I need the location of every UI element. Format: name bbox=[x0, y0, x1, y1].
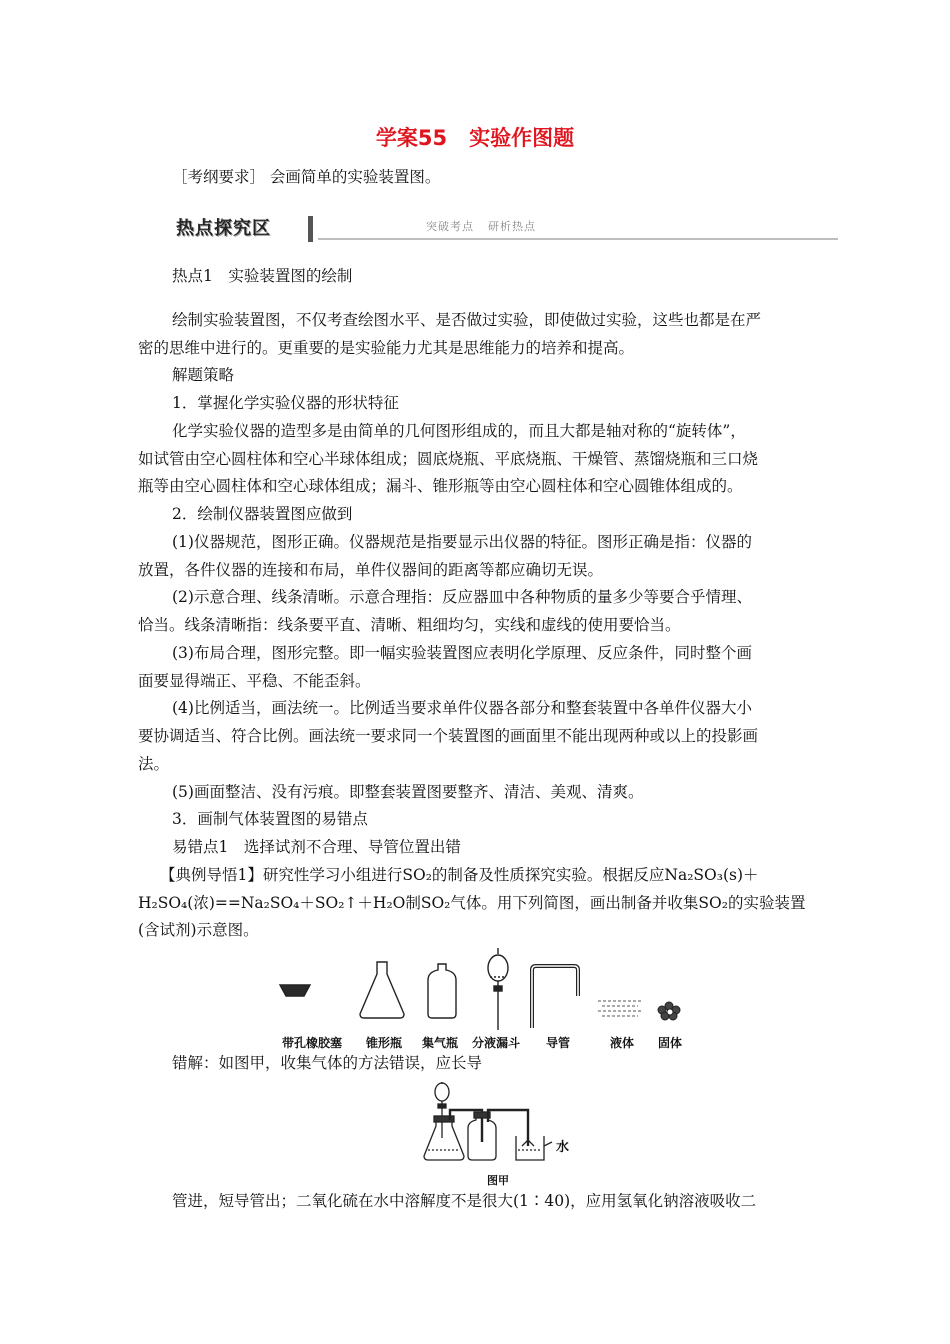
banner-subtitle bbox=[426, 218, 536, 234]
hotspot-heading: 热点1 实验装置图的绘制 bbox=[172, 267, 353, 285]
error-point-heading: 易错点1 选择试剂不合理、导管位置出错 bbox=[172, 838, 461, 856]
glass-tube-icon bbox=[532, 966, 578, 1028]
paragraph-line: 法。 bbox=[138, 755, 170, 773]
paragraph-line: (1)仪器规范，图形正确。仪器规范是指要显示出仪器的特征。图形正确是指：仪器的 bbox=[172, 533, 752, 551]
exam-requirement: ［考纲要求］ 会画简单的实验装置图。 bbox=[172, 168, 441, 186]
example-line: H₂SO₄(浓)==Na₂SO₄＋SO₂↑＋H₂O制SO₂气体。用下列简图，画出制备并收集SO₂的实验装置 bbox=[138, 894, 806, 912]
paragraph-line: (5)画面整洁、没有污痕。即整套装置图要整齐、清洁、美观、清爽。 bbox=[172, 783, 644, 801]
lesson-number: 学案55 bbox=[375, 126, 448, 150]
apparatus-label: 固体 bbox=[658, 1036, 683, 1050]
water-label: 水 bbox=[556, 1140, 570, 1155]
paragraph-line: 恰当。线条清晰指：线条要平直、清晰、粗细均匀，实线和虚线的使用要恰当。 bbox=[138, 616, 681, 634]
apparatus-label: 导管 bbox=[546, 1036, 571, 1050]
paragraph-line: 管进，短导管出；二氧化硫在水中溶解度不是很大(1∶40)，应用氢氧化钠溶液吸收二 bbox=[172, 1192, 757, 1210]
apparatus-label: 带孔橡胶塞 bbox=[282, 1036, 343, 1050]
apparatus-label: 锥形瓶 bbox=[366, 1036, 403, 1050]
apparatus-figure bbox=[276, 944, 706, 1032]
paragraph-line: 化学实验仪器的造型多是由简单的几何图形组成的，而且大都是轴对称的“旋转体”， bbox=[172, 422, 746, 440]
subheading: 2．绘制仪器装置图应做到 bbox=[172, 505, 353, 523]
apparatus-label: 分液漏斗 bbox=[472, 1036, 521, 1050]
conical-flask-icon bbox=[360, 962, 404, 1018]
solid-icon bbox=[658, 1002, 680, 1020]
subheading: 3．画制气体装置图的易错点 bbox=[172, 810, 368, 828]
banner-divider bbox=[308, 216, 313, 242]
paragraph-line: 密的思维中进行的。更重要的是实验能力尤其是思维能力的培养和提高。 bbox=[138, 339, 635, 357]
paragraph-line: 绘制实验装置图，不仅考查绘图水平、是否做过实验，即使做过实验，这些也都是在严 bbox=[172, 311, 762, 329]
lesson-topic: 实验作图题 bbox=[469, 126, 575, 150]
paragraph-line: (4)比例适当，画法统一。比例适当要求单件仪器各部分和整套装置中各单件仪器大小 bbox=[172, 699, 752, 717]
example-line: (含试剂)示意图。 bbox=[138, 921, 259, 939]
gas-bottle-icon bbox=[428, 964, 456, 1018]
paragraph-line: (2)示意合理、线条清晰。示意合理指：反应器皿中各种物质的量多少等要合乎情理、 bbox=[172, 588, 752, 606]
figure-caption: 图甲 bbox=[487, 1174, 509, 1187]
paragraph-line: 瓶等由空心圆柱体和空心球体组成；漏斗、锥形瓶等由空心圆柱体和空心圆锥体组成的。 bbox=[138, 477, 743, 495]
paragraph-line: 如试管由空心圆柱体和空心半球体组成；圆底烧瓶、平底烧瓶、干燥管、蒸馏烧瓶和三口烧 bbox=[138, 450, 759, 468]
banner-rule bbox=[318, 238, 838, 240]
section-banner bbox=[170, 216, 838, 242]
liquid-icon bbox=[598, 1001, 642, 1016]
example-line: 【典例导悟1】研究性学习小组进行SO₂的制备及性质探究实验。根据反应Na₂SO₃(s)＋ bbox=[160, 866, 759, 884]
banner-sub-2: 研析热点 bbox=[488, 220, 536, 233]
paragraph-line: 要协调适当、符合比例。画法统一要求同一个装置图的画面里不能出现两种或以上的投影画 bbox=[138, 727, 759, 745]
apparatus-label: 液体 bbox=[610, 1036, 635, 1050]
page-title bbox=[0, 122, 950, 152]
strategy-heading: 解题策略 bbox=[172, 366, 235, 384]
wrong-answer-line: 错解：如图甲，收集气体的方法错误，应长导 bbox=[172, 1054, 483, 1072]
separatory-funnel-icon bbox=[488, 948, 508, 1030]
banner-title: 热点探究区 bbox=[176, 218, 271, 239]
paragraph-line: 面要显得端正、平稳、不能歪斜。 bbox=[138, 672, 371, 690]
apparatus-label: 集气瓶 bbox=[422, 1036, 459, 1050]
paragraph-line: 放置，各件仪器的连接和布局，单件仪器间的距离等都应确切无误。 bbox=[138, 561, 604, 579]
banner-sub-1: 突破考点 bbox=[426, 220, 474, 233]
rubber-stopper-icon bbox=[280, 985, 310, 996]
subheading: 1．掌握化学实验仪器的形状特征 bbox=[172, 394, 399, 412]
paragraph-line: (3)布局合理，图形完整。即一幅实验装置图应表明化学原理、反应条件，同时整个画 bbox=[172, 644, 752, 662]
